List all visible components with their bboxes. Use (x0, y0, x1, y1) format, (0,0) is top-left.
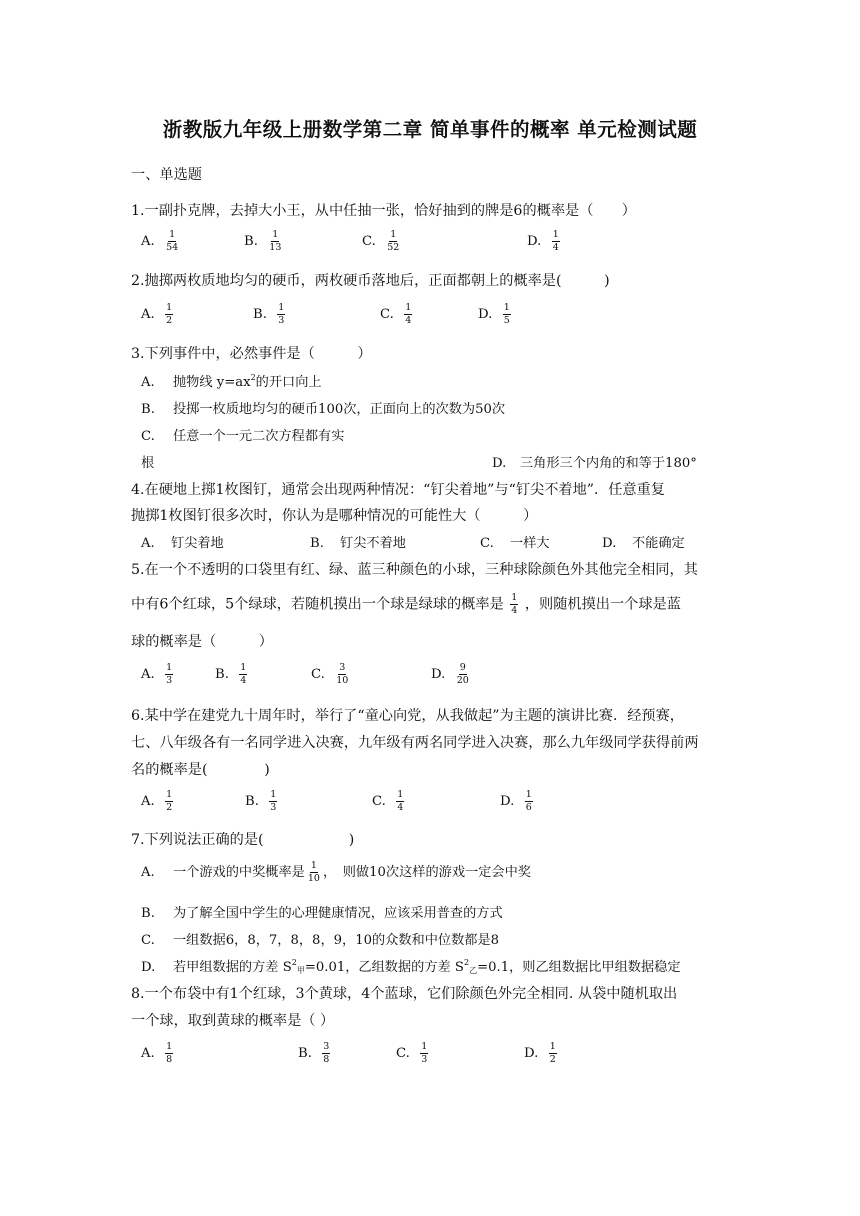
fraction: $\frac{1}{6}$ (525, 789, 532, 813)
fraction: $\frac{1}{10}$ (307, 860, 320, 884)
fraction: $\frac{1}{2}$ (166, 789, 173, 813)
question-8-stem-line-2: 一个球，取到黄球的概率是（ ） (131, 1013, 335, 1029)
question-4-stem-line-2: 抛掷1枚图钉很多次时，你认为是哪种情况的可能性大（ ） (131, 508, 538, 524)
q3-option-b: B. 投掷一枚质地均匀的硬币100次，正面向上的次数为50次 (141, 402, 506, 417)
question-6-stem-line-3: 名的概率是( ) (131, 762, 270, 778)
q6-option-d: D. $\frac{1}{6}$ (500, 789, 532, 813)
question-5-stem-line-3: 球的概率是（ ） (131, 634, 273, 650)
question-5-stem-line-2: 中有6个红球，5个绿球，若随机摸出一个球是绿球的概率是 $\frac{1}{4}$ ，则随机摸出一个球是蓝 (131, 592, 681, 616)
question-6-stem-line-1: 6.某中学在建党九十周年时，举行了“童心向党，从我做起”为主题的演讲比赛．经预赛， (131, 708, 684, 724)
fraction: $\frac{1}{54}$ (166, 229, 179, 253)
question-6-stem-line-2: 七、八年级各有一名同学进入决赛，九年级有两名同学进入决赛，那么九年级同学获得前两 (131, 735, 699, 751)
fraction: $\frac{9}{20}$ (456, 662, 469, 686)
q5-option-d: D. $\frac{9}{20}$ (431, 662, 469, 686)
q3-option-c-continued: 根 (141, 456, 155, 471)
q6-option-a: A. $\frac{1}{2}$ (141, 789, 173, 813)
question-8-stem-line-1: 8.一个布袋中有1个红球，3个黄球，4个蓝球，它们除颜色外完全相同. 从袋中随机取出 (131, 986, 678, 1002)
q7-option-c: C. 一组数据6，8，7，8，8，9，10的众数和中位数都是8 (141, 933, 500, 948)
section-heading: 一、单选题 (131, 167, 202, 183)
question-1-stem: 1.一副扑克牌，去掉大小王，从中任抽一张，恰好抽到的牌是6的概率是（ ） (131, 203, 636, 219)
fraction: $\frac{1}{8}$ (166, 1041, 173, 1065)
q5-option-c: C. $\frac{3}{10}$ (311, 662, 349, 686)
fraction: $\frac{1}{4}$ (240, 662, 247, 686)
fraction: $\frac{3}{10}$ (336, 662, 349, 686)
q4-option-b: B. 钉尖不着地 (310, 536, 406, 551)
fraction: $\frac{1}{2}$ (166, 302, 173, 326)
fraction: $\frac{1}{2}$ (549, 1041, 556, 1065)
q7-option-b: B. 为了解全国中学生的心理健康情况，应该采用普查的方式 (141, 906, 503, 921)
q3-option-a: A. 抛物线 $y=ax^2$的开口向上 (141, 373, 322, 390)
fraction: $\frac{1}{4}$ (511, 592, 518, 616)
q5-option-b: B. $\frac{1}{4}$ (215, 662, 247, 686)
document-title: 浙教版九年级上册数学第二章 简单事件的概率 单元检测试题 (162, 118, 698, 141)
question-2-stem: 2.抛掷两枚质地均匀的硬币，两枚硬币落地后，正面都朝上的概率是( ) (131, 273, 610, 289)
fraction: $\frac{1}{3}$ (278, 302, 285, 326)
question-4-stem-line-1: 4.在硬地上掷1枚图钉，通常会出现两种情况：“钉尖着地”与“钉尖不着地”．任意重复 (131, 482, 665, 498)
fraction: $\frac{1}{3}$ (270, 789, 277, 813)
question-3-stem: 3.下列事件中，必然事件是（ ） (131, 346, 372, 362)
q8-option-a: A. $\frac{1}{8}$ (141, 1041, 173, 1065)
q3-option-c: C. 任意一个一元二次方程都有实 (141, 429, 345, 444)
question-7-stem: 7.下列说法正确的是( ) (131, 832, 355, 848)
q2-option-c: C. $\frac{1}{4}$ (380, 302, 412, 326)
fraction: $\frac{3}{8}$ (323, 1041, 330, 1065)
q1-option-b: B. $\frac{1}{13}$ (244, 229, 282, 253)
fraction: $\frac{1}{3}$ (166, 662, 173, 686)
q6-option-b: B. $\frac{1}{3}$ (245, 789, 277, 813)
q5-option-a: A. $\frac{1}{3}$ (141, 662, 173, 686)
fraction: $\frac{1}{13}$ (269, 229, 282, 253)
q8-option-c: C. $\frac{1}{3}$ (396, 1041, 428, 1065)
q7-option-d: D. 若甲组数据的方差 $S^2_甲=0.01$，乙组数据的方差 $S^2_乙=0.1$，则乙组数据比甲组数据稳定 (141, 958, 681, 975)
q4-option-d: D. 不能确定 (602, 536, 685, 551)
q1-option-d: D. $\frac{1}{4}$ (527, 229, 559, 253)
q4-option-c: C. 一样大 (480, 536, 550, 551)
fraction: $\frac{1}{4}$ (405, 302, 412, 326)
q4-option-a: A. 钉尖着地 (141, 536, 224, 551)
q8-option-d: D. $\frac{1}{2}$ (524, 1041, 556, 1065)
q6-option-c: C. $\frac{1}{4}$ (372, 789, 404, 813)
fraction: $\frac{1}{52}$ (387, 229, 400, 253)
fraction: $\frac{1}{3}$ (421, 1041, 428, 1065)
q2-option-d: D. $\frac{1}{5}$ (478, 302, 510, 326)
q1-option-c: C. $\frac{1}{52}$ (362, 229, 400, 253)
q3-option-d: D. 三角形三个内角的和等于180° (492, 456, 697, 471)
q1-option-a: A. $\frac{1}{54}$ (141, 229, 179, 253)
q7-option-a: A. 一个游戏的中奖概率是 $\frac{1}{10}$ ， 则做10次这样的游戏一定会中奖 (141, 860, 531, 884)
question-5-stem-line-1: 5.在一个不透明的口袋里有红、绿、蓝三种颜色的小球，三种球除颜色外其他完全相同，其 (131, 562, 698, 578)
fraction: $\frac{1}{4}$ (397, 789, 404, 813)
q8-option-b: B. $\frac{3}{8}$ (298, 1041, 330, 1065)
fraction: $\frac{1}{5}$ (503, 302, 510, 326)
q2-option-b: B. $\frac{1}{3}$ (253, 302, 285, 326)
q2-option-a: A. $\frac{1}{2}$ (141, 302, 173, 326)
fraction: $\frac{1}{4}$ (552, 229, 559, 253)
